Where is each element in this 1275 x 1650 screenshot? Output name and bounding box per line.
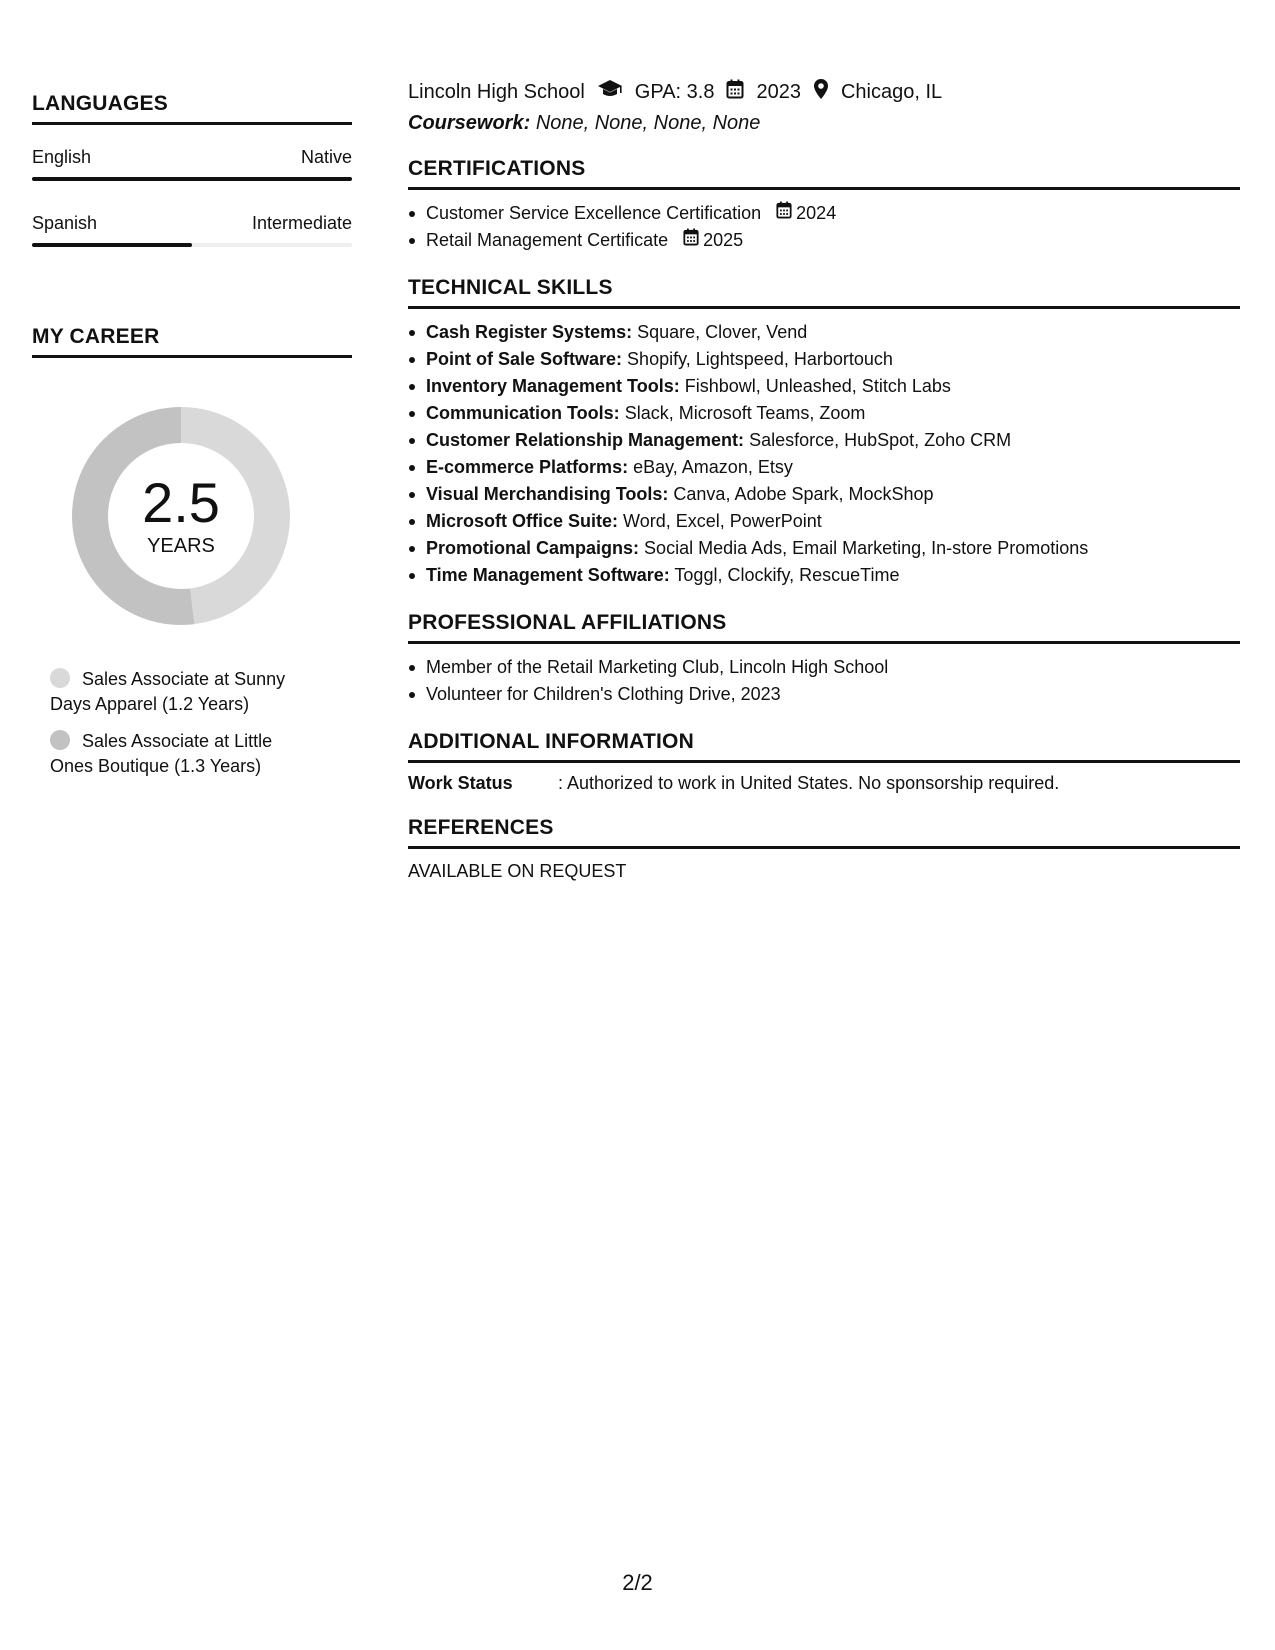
- skill-value: eBay, Amazon, Etsy: [633, 457, 793, 477]
- main-content: [408, 78, 1240, 882]
- skill-label: Time Management Software:: [426, 565, 670, 585]
- skill-label: Point of Sale Software:: [426, 349, 623, 369]
- language-row-english: [32, 147, 352, 168]
- career-legend-item: [50, 729, 310, 779]
- technical-skills-heading: TECHNICAL SKILLS: [408, 276, 1240, 309]
- legend-label: Sales Associate at Little Ones Boutique (1.3 Years): [50, 731, 273, 776]
- school-location: Chicago, IL: [840, 80, 943, 103]
- calendar-icon: [776, 200, 792, 227]
- education-line: [408, 78, 1240, 106]
- skill-value: Toggl, Clockify, RescueTime: [674, 565, 900, 585]
- location-pin-icon: [813, 78, 829, 106]
- skill-value: Square, Clover, Vend: [637, 322, 808, 342]
- skill-value: Word, Excel, PowerPoint: [623, 511, 822, 531]
- career-legend: [32, 667, 310, 779]
- skill-item: [426, 454, 1240, 481]
- certifications-heading: CERTIFICATIONS: [408, 157, 1240, 190]
- skill-item: [426, 400, 1240, 427]
- references-heading: REFERENCES: [408, 816, 1240, 849]
- skill-item: [426, 535, 1240, 562]
- coursework: [408, 112, 1240, 135]
- skill-label: Visual Merchandising Tools:: [426, 484, 669, 504]
- skill-label: Cash Register Systems:: [426, 322, 633, 342]
- language-proficiency-fill: [32, 177, 352, 181]
- language-name: English: [32, 147, 92, 167]
- legend-label: Sales Associate at Sunny Days Apparel (1.2 Years): [50, 669, 286, 714]
- certification-item: [426, 200, 1240, 227]
- language-proficiency-fill: [32, 243, 192, 247]
- certification-item: [426, 227, 1240, 254]
- skill-value: Salesforce, HubSpot, Zoho CRM: [749, 430, 1012, 450]
- language-proficiency-bar: [32, 177, 352, 181]
- work-status-label: Work Status: [408, 773, 513, 793]
- language-level: Intermediate: [251, 213, 352, 233]
- skill-item: [426, 562, 1240, 589]
- languages-heading: LANGUAGES: [32, 92, 352, 125]
- certification-name: Retail Management Certificate: [426, 230, 669, 250]
- affiliations-heading: PROFESSIONAL AFFILIATIONS: [408, 611, 1240, 644]
- legend-dot: [50, 668, 70, 688]
- work-status-value: : Authorized to work in United States. No sponsorship required.: [558, 773, 1060, 793]
- certification-name: Customer Service Excellence Certification: [426, 203, 762, 223]
- skill-value: Canva, Adobe Spark, MockShop: [673, 484, 934, 504]
- skill-label: Microsoft Office Suite:: [426, 511, 619, 531]
- skill-value: Slack, Microsoft Teams, Zoom: [624, 403, 866, 423]
- references-section: [408, 816, 1240, 882]
- skill-value: Fishbowl, Unleashed, Stitch Labs: [684, 376, 951, 396]
- language-row-spanish: [32, 213, 352, 234]
- technical-skills-list: [408, 319, 1240, 589]
- school-name: Lincoln High School: [408, 80, 585, 103]
- skill-label: E-commerce Platforms:: [426, 457, 629, 477]
- affiliations-section: [408, 611, 1240, 708]
- graduation-year: 2023: [756, 80, 801, 103]
- career-total-unit: YEARS: [147, 535, 215, 557]
- additional-info-heading: ADDITIONAL INFORMATION: [408, 730, 1240, 763]
- references-text: AVAILABLE ON REQUEST: [408, 861, 627, 881]
- skill-value: Social Media Ads, Email Marketing, In-store Promotions: [644, 538, 1089, 558]
- career-legend-item: [50, 667, 310, 717]
- sidebar: [32, 92, 352, 791]
- certification-year: 2024: [796, 203, 837, 223]
- skill-value: Shopify, Lightspeed, Harbortouch: [627, 349, 893, 369]
- skill-label: Communication Tools:: [426, 403, 620, 423]
- language-level: Native: [300, 147, 352, 167]
- affiliations-list: [408, 654, 1240, 708]
- skill-item: [426, 427, 1240, 454]
- skill-label: Inventory Management Tools:: [426, 376, 680, 396]
- skill-item: [426, 319, 1240, 346]
- calendar-icon: [726, 79, 744, 105]
- coursework-label: Coursework:: [408, 112, 531, 134]
- career-total-value: 2.5: [142, 471, 220, 534]
- donut-center: [66, 471, 296, 558]
- technical-skills-section: [408, 276, 1240, 589]
- additional-info-section: [408, 730, 1240, 794]
- skill-item: [426, 346, 1240, 373]
- language-proficiency-bar: [32, 243, 352, 247]
- gpa: GPA: 3.8: [634, 80, 715, 103]
- skill-item: [426, 373, 1240, 400]
- career-heading: MY CAREER: [32, 325, 352, 358]
- certification-year: 2025: [703, 230, 744, 250]
- certifications-section: [408, 157, 1240, 254]
- graduation-cap-icon: [597, 79, 623, 105]
- legend-dot: [50, 730, 70, 750]
- skill-item: [426, 481, 1240, 508]
- language-name: Spanish: [32, 213, 98, 233]
- page-number: 2/2: [622, 1570, 653, 1595]
- skill-label: Promotional Campaigns:: [426, 538, 640, 558]
- work-status-row: [408, 773, 1240, 794]
- skill-label: Customer Relationship Management:: [426, 430, 745, 450]
- career-donut-chart: [66, 401, 296, 631]
- calendar-icon: [683, 227, 699, 254]
- affiliation-item: Member of the Retail Marketing Club, Lincoln High School: [426, 654, 1240, 681]
- coursework-value: None, None, None, None: [535, 112, 761, 134]
- skill-item: [426, 508, 1240, 535]
- affiliation-item: Volunteer for Children's Clothing Drive, 2023: [426, 681, 1240, 708]
- certifications-list: [408, 200, 1240, 254]
